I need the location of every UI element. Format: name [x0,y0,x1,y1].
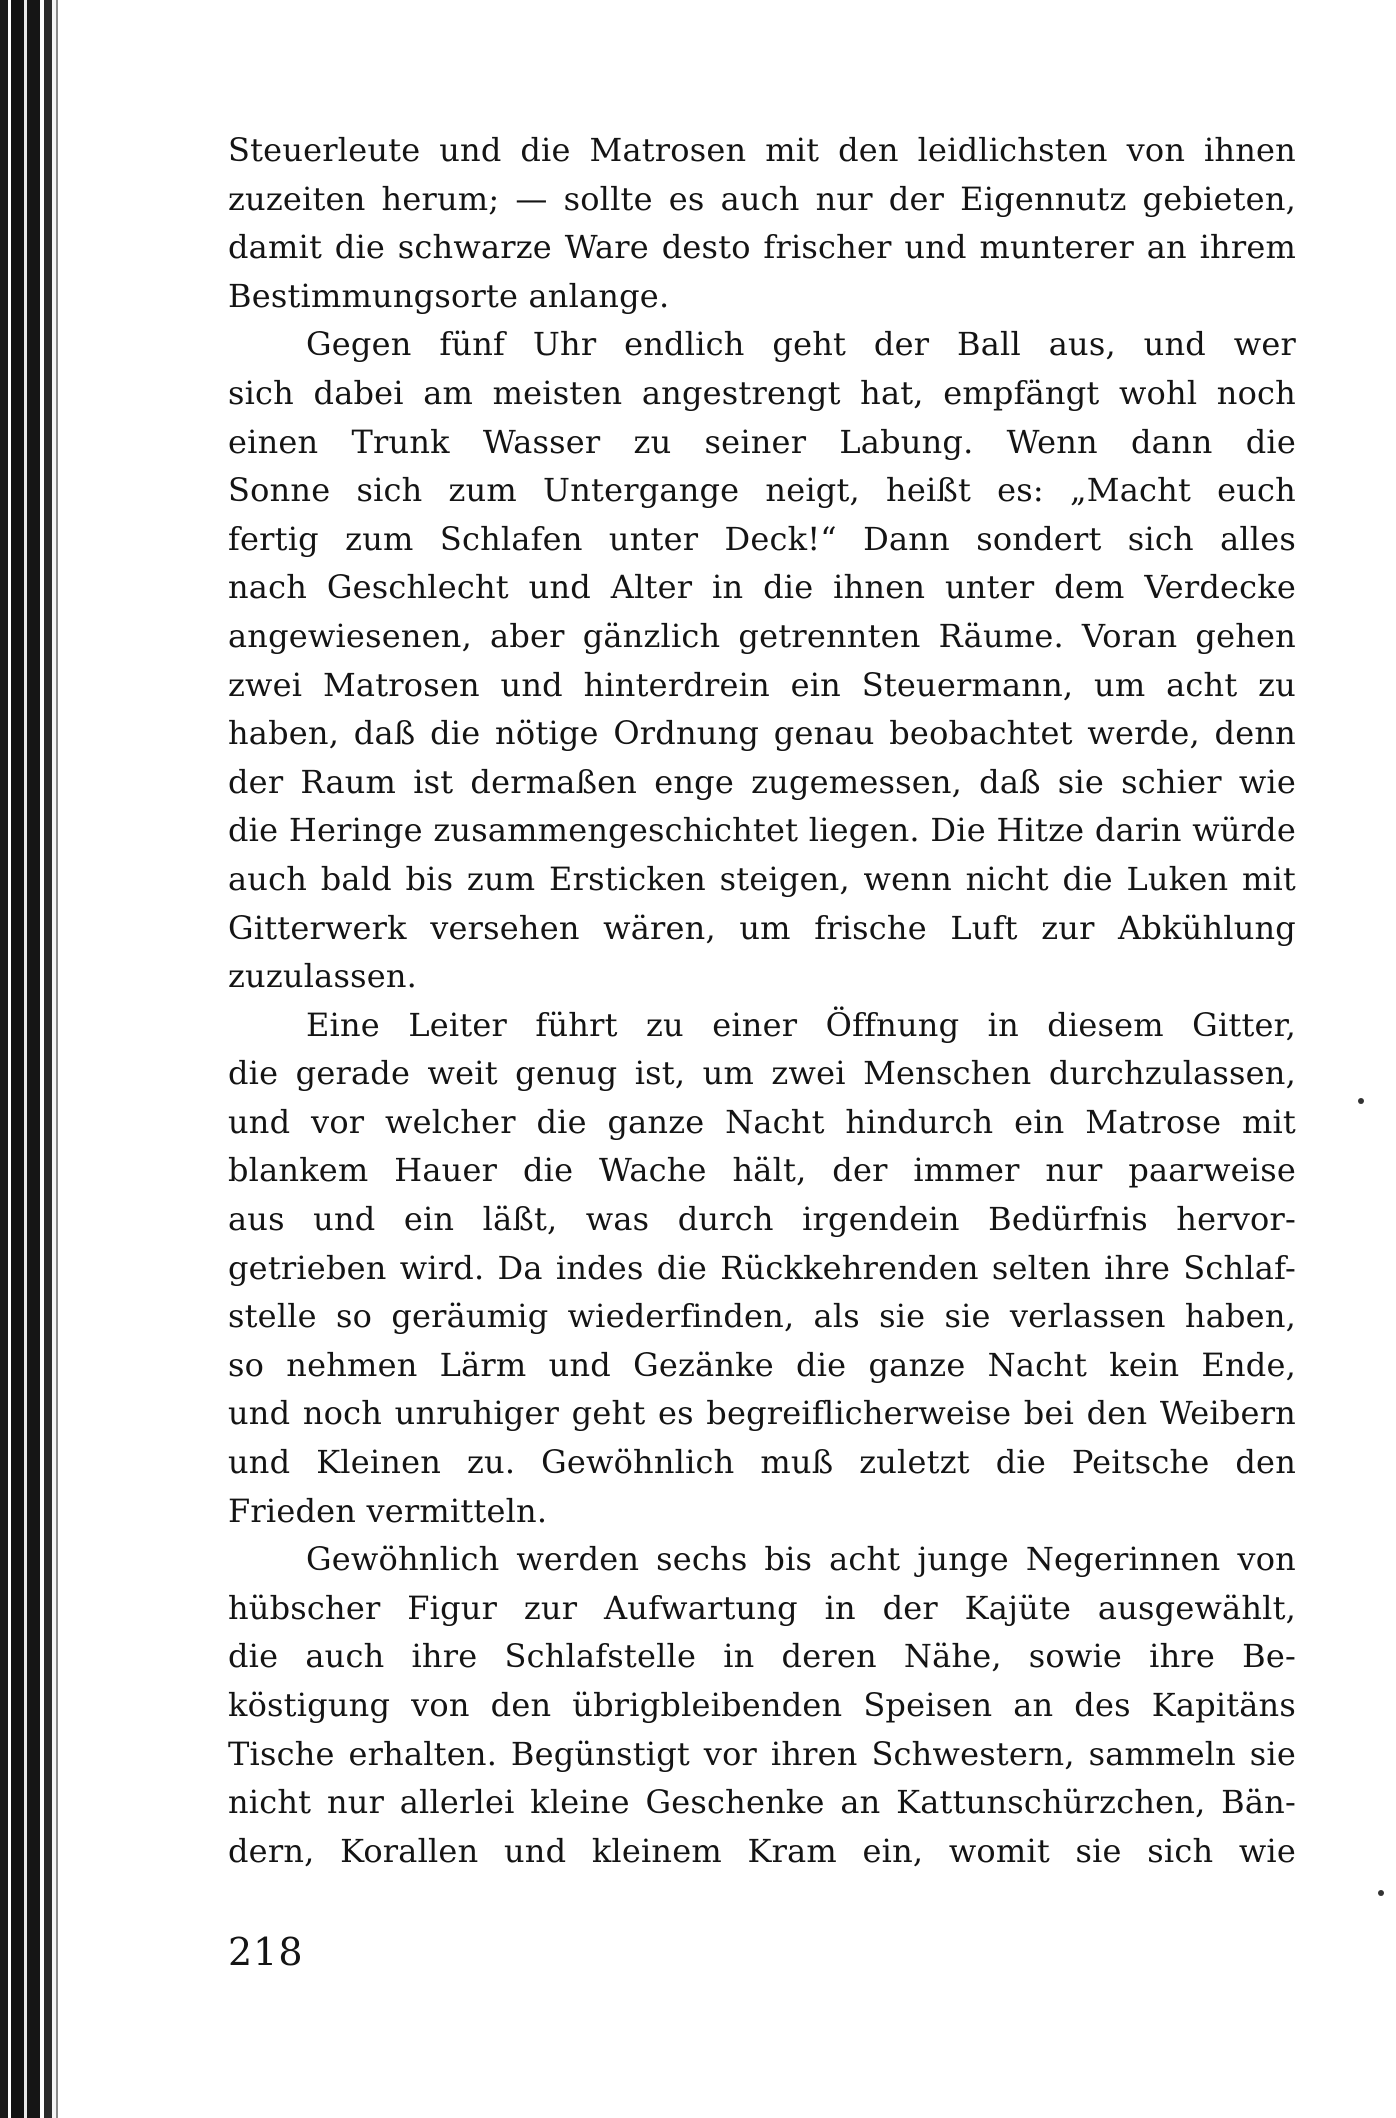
text-line: getrieben wird. Da indes die Rückkehrenden selten ihre Schlaf- [228,1248,1296,1287]
text-line: Gitterwerk versehen wären, um frische Luft zur Abkühlung [228,908,1296,947]
paragraph-start-line: Gewöhnlich werden sechs bis acht junge Negerinnen von [306,1540,1296,1579]
text-line: und Kleinen zu. Gewöhnlich muß zuletzt die Peitsche den [228,1443,1296,1482]
text-line: und vor welcher die ganze Nacht hindurch ein Matrose mit [228,1102,1296,1141]
text-line: die Heringe zusammengeschichtet liegen. Die Hitze darin würde [228,811,1296,850]
text-line: Sonne sich zum Untergange neigt, heißt es: „Macht euch [228,471,1296,510]
margin-speck [1358,1098,1364,1104]
page-body-text [228,126,1296,1875]
text-line: einen Trunk Wasser zu seiner Labung. Wenn dann die [228,422,1296,461]
text-line: angewiesenen, aber gänzlich getrennten Räume. Voran gehen [228,616,1296,655]
text-line: die auch ihre Schlafstelle in deren Nähe, sowie ihre Be- [228,1637,1296,1676]
text-line: die gerade weit genug ist, um zwei Menschen durchzulassen, [228,1054,1296,1093]
text-line: so nehmen Lärm und Gezänke die ganze Nacht kein Ende, [228,1345,1296,1384]
text-line: auch bald bis zum Ersticken steigen, wenn nicht die Luken mit [228,859,1296,898]
text-line: Frieden vermitteln. [228,1491,548,1530]
text-line: der Raum ist dermaßen enge zugemessen, daß sie schier wie [228,762,1296,801]
text-line: zuzulassen. [228,957,418,996]
text-line: Bestimmungsorte anlange. [228,276,670,315]
text-line: haben, daß die nötige Ordnung genau beobachtet werde, denn [228,714,1296,753]
text-line: dern, Korallen und kleinem Kram ein, womit sie sich wie [228,1831,1296,1870]
text-line: hübscher Figur zur Aufwartung in der Kajüte ausgewählt, [228,1588,1296,1627]
text-line: zuzeiten herum; — sollte es auch nur der Eigennutz gebieten, [228,179,1296,218]
book-binding-edge [0,0,62,2118]
text-line: nicht nur allerlei kleine Geschenke an Kattunschürzchen, Bän- [228,1783,1296,1822]
text-line: damit die schwarze Ware desto frischer und munterer an ihrem [228,228,1296,267]
text-line: fertig zum Schlafen unter Deck!“ Dann sondert sich alles [228,519,1296,558]
text-line: Tische erhalten. Begünstigt vor ihren Schwestern, sammeln sie [228,1734,1296,1773]
page-number: 218 [228,1930,304,1974]
text-line: und noch unruhiger geht es begreiflicherweise bei den Weibern [228,1394,1296,1433]
text-line: Steuerleute und die Matrosen mit den leidlichsten von ihnen [228,131,1296,169]
text-line: aus und ein läßt, was durch irgendein Bedürfnis hervor- [228,1200,1296,1239]
paragraph-start-line: Eine Leiter führt zu einer Öffnung in diesem Gitter, [306,1005,1296,1044]
text-line: sich dabei am meisten angestrengt hat, empfängt wohl noch [228,373,1296,412]
paragraph-start-line: Gegen fünf Uhr endlich geht der Ball aus, und wer [306,325,1296,364]
text-line: nach Geschlecht und Alter in die ihnen unter dem Verdecke [228,568,1296,607]
text-line: köstigung von den übrigbleibenden Speisen an des Kapitäns [228,1686,1296,1724]
text-line: blankem Hauer die Wache hält, der immer nur paarweise [228,1151,1296,1190]
text-line: stelle so geräumig wiederfinden, als sie sie verlassen haben, [228,1297,1296,1336]
margin-speck [1378,1890,1384,1896]
text-line: zwei Matrosen und hinterdrein ein Steuermann, um acht zu [228,665,1296,704]
